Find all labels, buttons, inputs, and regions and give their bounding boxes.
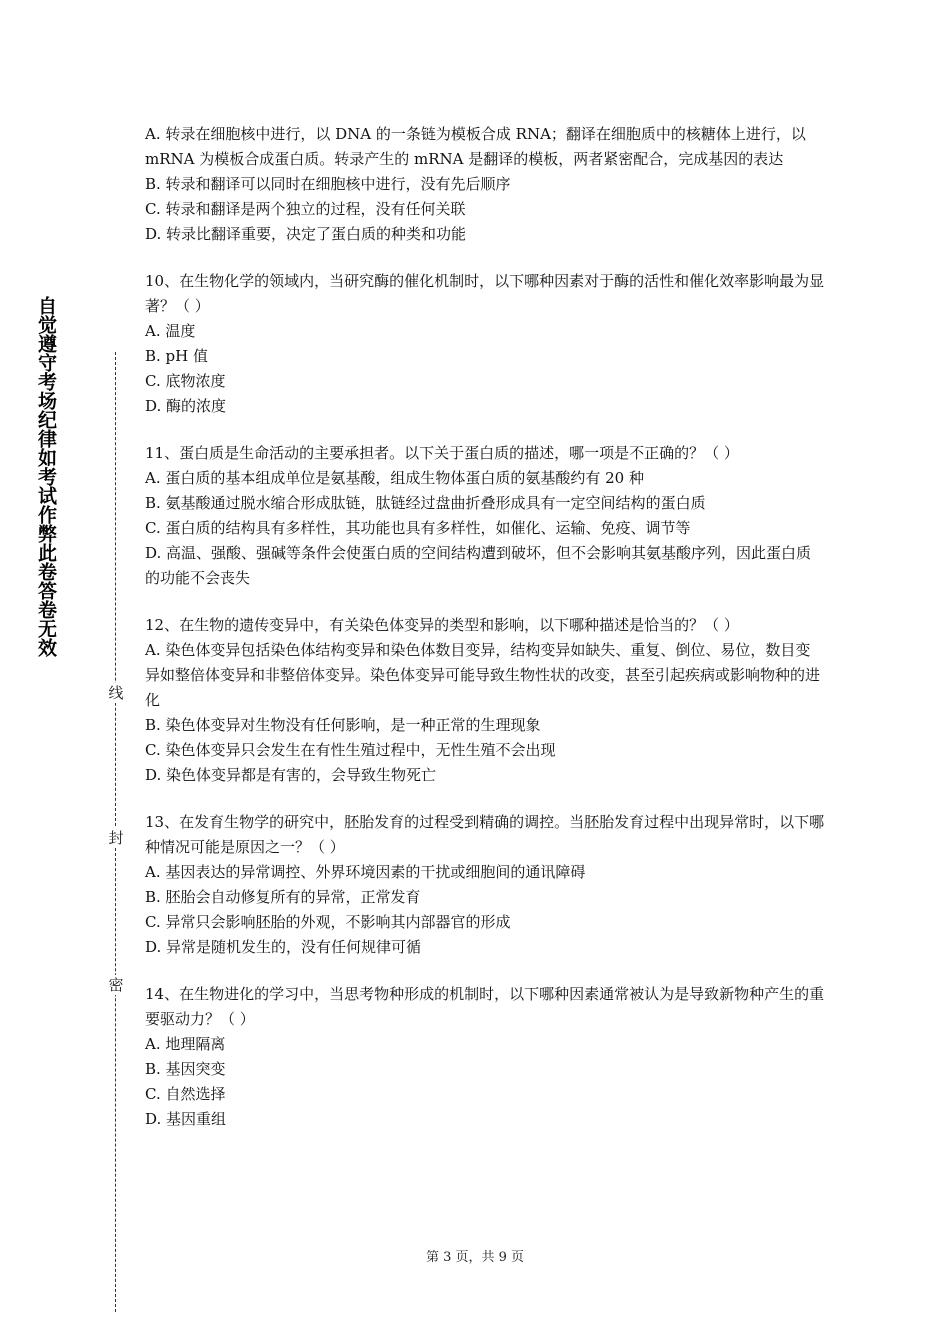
q14-option-b[interactable]: B. 基因突变 [145,1060,226,1078]
question-13 [145,810,825,960]
question-10 [145,269,825,419]
q11-option-c[interactable]: C. 蛋白质的结构具有多样性，其功能也具有多样性，如催化、运输、免疫、调节等 [145,519,691,537]
binding-secret-char: 密 [106,975,126,995]
q13-stem: 13、在发育生物学的研究中，胚胎发育的过程受到精确的调控。当胚胎发育过程中出现异常时，以下哪种情况可能是原因之一？（ ） [145,813,825,856]
q10-option-c[interactable]: C. 底物浓度 [145,372,226,390]
q13-option-c[interactable]: C. 异常只会影响胚胎的外观，不影响其内部器官的形成 [145,913,511,931]
question-14 [145,982,825,1132]
q9-option-b[interactable]: B. 转录和翻译可以同时在细胞核中进行，没有先后顺序 [145,175,511,193]
q12-option-c[interactable]: C. 染色体变异只会发生在有性生殖过程中，无性生殖不会出现 [145,741,556,759]
q12-option-a[interactable]: A. 染色体变异包括染色体结构变异和染色体数目变异，结构变异如缺失、重复、倒位、易位，数目变异如整倍体变异和非整倍体变异。染色体变异可能导致生物性状的改变，甚至引起疾病或影响物种的进化 [145,641,821,709]
q14-option-a[interactable]: A. 地理隔离 [145,1035,226,1053]
q9-option-a[interactable]: A. 转录在细胞核中进行，以 DNA 的一条链为模板合成 RNA；翻译在细胞质中的核糖体上进行，以 mRNA 为模板合成蛋白质。转录产生的 mRNA 是翻译的模板，两者紧密配合，完成基因的表达 [145,125,806,168]
q13-option-a[interactable]: A. 基因表达的异常调控、外界环境因素的干扰或细胞间的通讯障碍 [145,863,586,881]
q9-option-d[interactable]: D. 转录比翻译重要，决定了蛋白质的种类和功能 [145,225,467,243]
page-footer: 第 3 页，共 9 页 [425,1250,525,1265]
q14-option-c[interactable]: C. 自然选择 [145,1085,226,1103]
q14-stem: 14、在生物进化的学习中，当思考物种形成的机制时，以下哪种因素通常被认为是导致新物种产生的重要驱动力？（ ） [145,985,825,1028]
binding-line-char: 线 [106,683,126,703]
q14-option-d[interactable]: D. 基因重组 [145,1110,227,1128]
question-list [145,122,825,1154]
q10-option-b[interactable]: B. pH 值 [145,347,209,365]
q10-stem: 10、在生物化学的领域内，当研究酶的催化机制时，以下哪种因素对于酶的活性和催化效率影响最为显著？（ ） [145,272,825,315]
q9-option-c[interactable]: C. 转录和翻译是两个独立的过程，没有任何关联 [145,200,466,218]
q10-option-d[interactable]: D. 酶的浓度 [145,397,227,415]
q13-option-d[interactable]: D. 异常是随机发生的，没有任何规律可循 [145,938,422,956]
q11-option-b[interactable]: B. 氨基酸通过脱水缩合形成肽链，肽链经过盘曲折叠形成具有一定空间结构的蛋白质 [145,494,706,512]
q11-option-d[interactable]: D. 高温、强酸、强碱等条件会使蛋白质的空间结构遭到破坏，但不会影响其氨基酸序列，因此蛋白质的功能不会丧失 [145,544,812,587]
question-9-continued [145,122,825,247]
q13-option-b[interactable]: B. 胚胎会自动修复所有的异常，正常发育 [145,888,421,906]
q12-option-b[interactable]: B. 染色体变异对生物没有任何影响，是一种正常的生理现象 [145,716,541,734]
question-12 [145,613,825,788]
q11-option-a[interactable]: A. 蛋白质的基本组成单位是氨基酸，组成生物体蛋白质的氨基酸约有 20 种 [145,469,644,487]
question-11 [145,441,825,591]
q12-stem: 12、在生物的遗传变异中，有关染色体变异的类型和影响，以下哪种描述是恰当的？（ ） [145,616,739,634]
q10-option-a[interactable]: A. 温度 [145,322,196,340]
q11-stem: 11、蛋白质是生命活动的主要承担者。以下关于蛋白质的描述，哪一项是不正确的？（ ） [145,444,739,462]
q12-option-d[interactable]: D. 染色体变异都是有害的，会导致生物死亡 [145,766,437,784]
exam-warning-text: 自觉遵守考场纪律如考试作弊此卷答卷无效 [35,296,57,657]
binding-seal-char: 封 [106,828,126,848]
